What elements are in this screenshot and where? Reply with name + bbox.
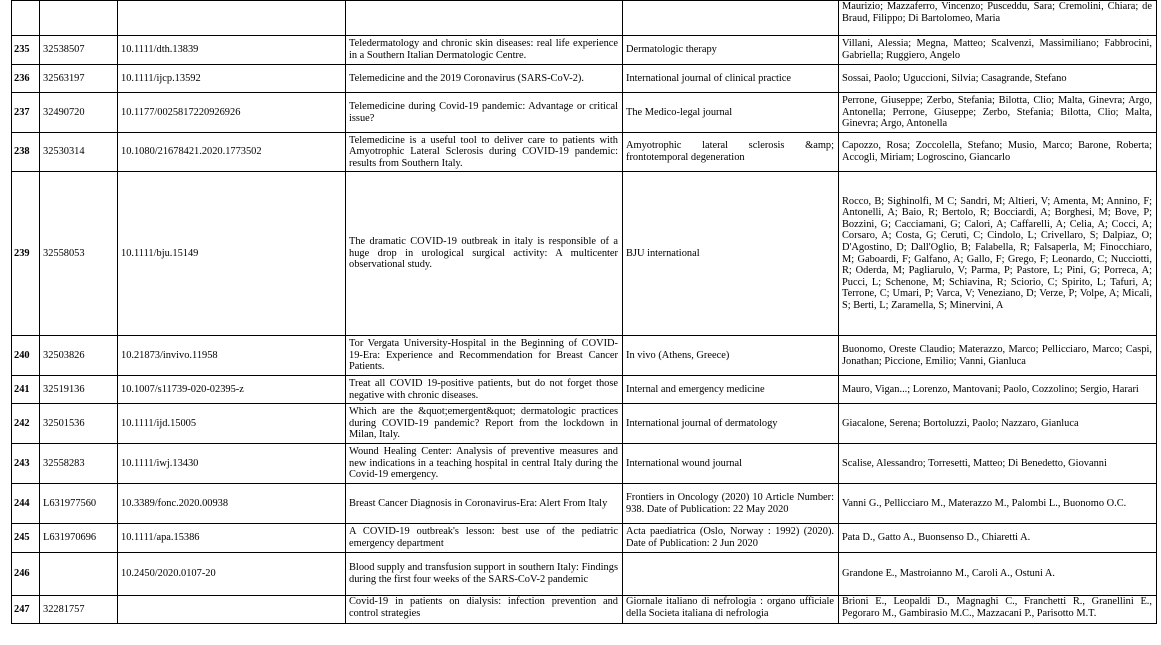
doi-cell: 10.1111/apa.15386 [118, 524, 346, 553]
table-row [12, 36, 1157, 65]
authors-cell: Pata D., Gatto A., Buonsenso D., Chiaretti A. [839, 524, 1157, 553]
row-number: 246 [12, 553, 40, 596]
table-row [12, 444, 1157, 484]
authors-cell: Scalise, Alessandro; Torresetti, Matteo; Di Benedetto, Giovanni [839, 444, 1157, 484]
doi-cell: 10.1080/21678421.2020.1773502 [118, 133, 346, 172]
pmid-cell: 32490720 [40, 93, 118, 133]
row-number: 235 [12, 36, 40, 65]
doi-cell: 10.1177/0025817220926926 [118, 93, 346, 133]
pmid-cell: 32519136 [40, 376, 118, 404]
authors-cell: Brioni E., Leopaldi D., Magnaghi C., Franchetti R., Granellini E., Pegoraro M., Gambirasio M.C., Mazzacani P., Parisotto M.T. [839, 596, 1157, 624]
doi-cell: 10.21873/invivo.11958 [118, 336, 346, 376]
pmid-cell: 32501536 [40, 404, 118, 444]
table-row [12, 553, 1157, 596]
authors-cell: Maurizio; Mazzaferro, Vincenzo; Pusceddu, Sara; Cremolini, Chiara; de Braud, Filippo; Di Bartolomeo, Maria [839, 1, 1157, 36]
pmid-cell: L631977560 [40, 484, 118, 524]
authors-cell: Capozzo, Rosa; Zoccolella, Stefano; Musio, Marco; Barone, Roberta; Accogli, Miriam; Logroscino, Giancarlo [839, 133, 1157, 172]
pmid-cell: 32281757 [40, 596, 118, 624]
journal-cell: Amyotrophic lateral sclerosis &amp; frontotemporal degeneration [623, 133, 839, 172]
title-cell: Which are the &quot;emergent&quot; dermatologic practices during COVID-19 pandemic? Report from the lockdown in Milan, Italy. [346, 404, 623, 444]
table-row [12, 524, 1157, 553]
pmid-cell: 32538507 [40, 36, 118, 65]
doi-cell: 10.1111/ijd.15005 [118, 404, 346, 444]
title-cell: Treat all COVID 19-positive patients, but do not forget those negative with chronic diseases. [346, 376, 623, 404]
table-row [12, 336, 1157, 376]
table-row [12, 93, 1157, 133]
title-cell: The dramatic COVID-19 outbreak in italy is responsible of a huge drop in urological surgical activity: A multicenter observational study. [346, 172, 623, 336]
authors-cell: Buonomo, Oreste Claudio; Materazzo, Marco; Pellicciaro, Marco; Caspi, Jonathan; Piccione, Emilio; Vanni, Gianluca [839, 336, 1157, 376]
table-row [12, 65, 1157, 93]
authors-cell: Perrone, Giuseppe; Zerbo, Stefania; Bilotta, Clio; Malta, Ginevra; Argo, Antonella; Perrone, Giuseppe; Zerbo, Stefania; Bilotta, Clio; Malta, Ginevra; Argo, Antonella [839, 93, 1157, 133]
journal-cell: International journal of clinical practice [623, 65, 839, 93]
table-row [12, 484, 1157, 524]
pmid-cell: 32558283 [40, 444, 118, 484]
pmid-cell: 32530314 [40, 133, 118, 172]
table-row [12, 376, 1157, 404]
table-row [12, 1, 1157, 36]
row-number: 240 [12, 336, 40, 376]
journal-cell: In vivo (Athens, Greece) [623, 336, 839, 376]
title-cell: Telemedicine during Covid-19 pandemic: Advantage or critical issue? [346, 93, 623, 133]
pmid-cell: 32558053 [40, 172, 118, 336]
pmid-cell [40, 1, 118, 36]
authors-cell: Rocco, B; Sighinolfi, M C; Sandri, M; Altieri, V; Amenta, M; Annino, F; Antonelli, A; Baio, R; Bertolo, R; Bocciardi, A; Borghesi, M; Bove, P; Bozzini, G; Cacciamani, G; Calori, A; Caffarelli, A; Celia, A; Cocci, A; Corsaro, A; Costa, G; Ceruti, C; Cindolo, L; Crivellaro, S; Dalpiaz, O; D'Agostino, D; Dall'Oglio, B; Falabella, R; Falsaperla, M; Finocchiaro, M; Gaboardi, F; Galfano, A; Gallo, F; Grego, F; Leonardo, C; Nucciotti, R; Oderda, M; Pagliarulo, V; Parma, P; Pastore, L; Pini, G; Porreca, A; Pucci, L; Schenone, M; Schiavina, R; Sciorio, C; Spirito, L; Tafuri, A; Terrone, C; Umari, P; Varca, V; Veneziano, D; Verze, P; Volpe, A; Micali, S; Berti, L; Zaramella, S; Minervini, A [839, 172, 1157, 336]
journal-cell: Acta paediatrica (Oslo, Norway : 1992) (2020). Date of Publication: 2 Jun 2020 [623, 524, 839, 553]
row-number: 244 [12, 484, 40, 524]
journal-cell: Dermatologic therapy [623, 36, 839, 65]
title-cell: Teledermatology and chronic skin diseases: real life experience in a Southern Italian Dermatologic Centre. [346, 36, 623, 65]
doi-cell: 10.1111/bju.15149 [118, 172, 346, 336]
authors-cell: Villani, Alessia; Megna, Matteo; Scalvenzi, Massimiliano; Fabbrocini, Gabriella; Ruggiero, Angelo [839, 36, 1157, 65]
title-cell: Telemedicine and the 2019 Coronavirus (SARS-CoV-2). [346, 65, 623, 93]
title-cell: Breast Cancer Diagnosis in Coronavirus-Era: Alert From Italy [346, 484, 623, 524]
table-row [12, 596, 1157, 624]
row-number: 239 [12, 172, 40, 336]
doi-cell: 10.1007/s11739-020-02395-z [118, 376, 346, 404]
doi-cell: 10.3389/fonc.2020.00938 [118, 484, 346, 524]
title-cell: Covid-19 in patients on dialysis: infection prevention and control strategies [346, 596, 623, 624]
journal-cell: Frontiers in Oncology (2020) 10 Article Number: 938. Date of Publication: 22 May 2020 [623, 484, 839, 524]
title-cell: A COVID-19 outbreak's lesson: best use of the pediatric emergency department [346, 524, 623, 553]
title-cell [346, 1, 623, 36]
title-cell: Telemedicine is a useful tool to deliver care to patients with Amyotrophic Lateral Sclerosis during COVID-19 pandemic: results from Southern Italy. [346, 133, 623, 172]
doi-cell: 10.1111/ijcp.13592 [118, 65, 346, 93]
journal-cell: Internal and emergency medicine [623, 376, 839, 404]
doi-cell [118, 1, 346, 36]
journal-cell: Giornale italiano di nefrologia : organo ufficiale della Societa italiana di nefrologia [623, 596, 839, 624]
authors-cell: Grandone E., Mastroianno M., Caroli A., Ostuni A. [839, 553, 1157, 596]
pmid-cell: 32503826 [40, 336, 118, 376]
references-table [11, 0, 1157, 624]
journal-cell: International journal of dermatology [623, 404, 839, 444]
table-row [12, 404, 1157, 444]
row-number: 245 [12, 524, 40, 553]
journal-cell: BJU international [623, 172, 839, 336]
pmid-cell [40, 553, 118, 596]
row-number: 247 [12, 596, 40, 624]
authors-cell: Vanni G., Pellicciaro M., Materazzo M., Palombi L., Buonomo O.C. [839, 484, 1157, 524]
doi-cell [118, 596, 346, 624]
row-number: 243 [12, 444, 40, 484]
row-number: 242 [12, 404, 40, 444]
journal-cell: The Medico-legal journal [623, 93, 839, 133]
journal-cell: International wound journal [623, 444, 839, 484]
table-row [12, 172, 1157, 336]
authors-cell: Giacalone, Serena; Bortoluzzi, Paolo; Nazzaro, Gianluca [839, 404, 1157, 444]
journal-cell [623, 1, 839, 36]
row-number: 238 [12, 133, 40, 172]
pmid-cell: 32563197 [40, 65, 118, 93]
title-cell: Wound Healing Center: Analysis of preventive measures and new indications in a teaching hospital in central Italy during the Covid-19 emergency. [346, 444, 623, 484]
title-cell: Tor Vergata University-Hospital in the Beginning of COVID-19-Era: Experience and Recommendation for Breast Cancer Patients. [346, 336, 623, 376]
row-number: 237 [12, 93, 40, 133]
row-number: 241 [12, 376, 40, 404]
title-cell: Blood supply and transfusion support in southern Italy: Findings during the first four weeks of the SARS-CoV-2 pandemic [346, 553, 623, 596]
authors-cell: Mauro, Vigan...; Lorenzo, Mantovani; Paolo, Cozzolino; Sergio, Harari [839, 376, 1157, 404]
row-number [12, 1, 40, 36]
journal-cell [623, 553, 839, 596]
doi-cell: 10.1111/dth.13839 [118, 36, 346, 65]
doi-cell: 10.1111/iwj.13430 [118, 444, 346, 484]
authors-cell: Sossai, Paolo; Uguccioni, Silvia; Casagrande, Stefano [839, 65, 1157, 93]
doi-cell: 10.2450/2020.0107-20 [118, 553, 346, 596]
row-number: 236 [12, 65, 40, 93]
table-row [12, 133, 1157, 172]
pmid-cell: L631970696 [40, 524, 118, 553]
